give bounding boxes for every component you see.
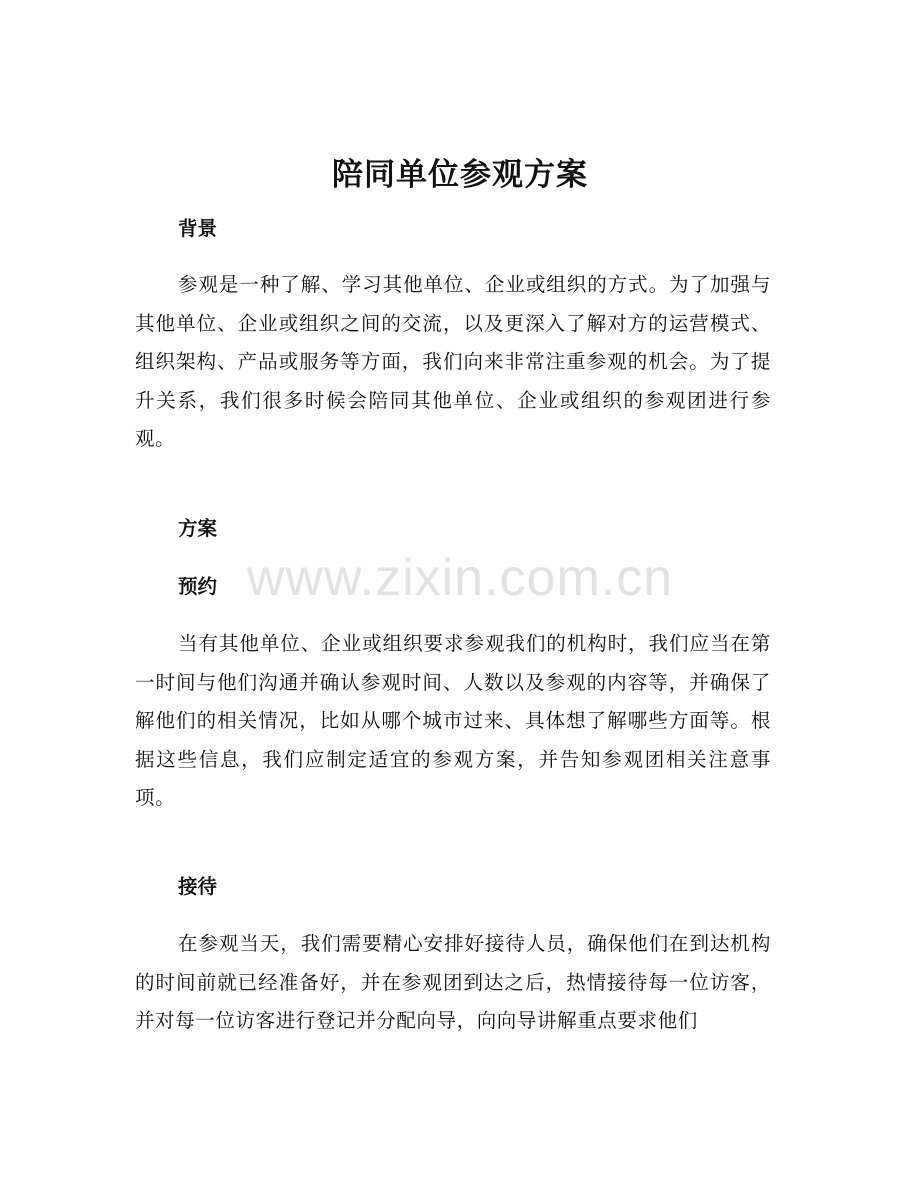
section-heading-background: 背景 [178,217,218,240]
section-heading-booking: 预约 [178,575,218,598]
paragraph-reception: 在参观当天，我们需要精心安排好接待人员，确保他们在到达机构的时间前就已经准备好，并在参观团到达之后，热情接待每一位访客，并对每一位访客进行登记并分配向导，向向导讲解重点要求他们 [135,932,771,1032]
paragraph-booking: 当有其他单位、企业或组织要求参观我们的机构时，我们应当在第一时间与他们沟通并确认参观时间、人数以及参观的内容等，并确保了解他们的相关情况，比如从哪个城市过来、具体想了解哪些方面等。根据这些信息，我们应制定适宜的参观方案，并告知参观团相关注意事项。 [135,632,771,809]
paragraph-background: 参观是一种了解、学习其他单位、企业或组织的方式。为了加强与其他单位、企业或组织之间的交流，以及更深入了解对方的运营模式、组织架构、产品或服务等方面，我们向来非常注重参观的机会。为了提升关系，我们很多时候会陪同其他单位、企业或组织的参观团进行参观。 [135,273,771,450]
document-title: 陪同单位参观方案 [332,157,588,193]
section-heading-reception: 接待 [178,875,218,898]
watermark-text: www.zixin.com.cn [246,549,674,607]
section-heading-plan: 方案 [178,517,218,540]
